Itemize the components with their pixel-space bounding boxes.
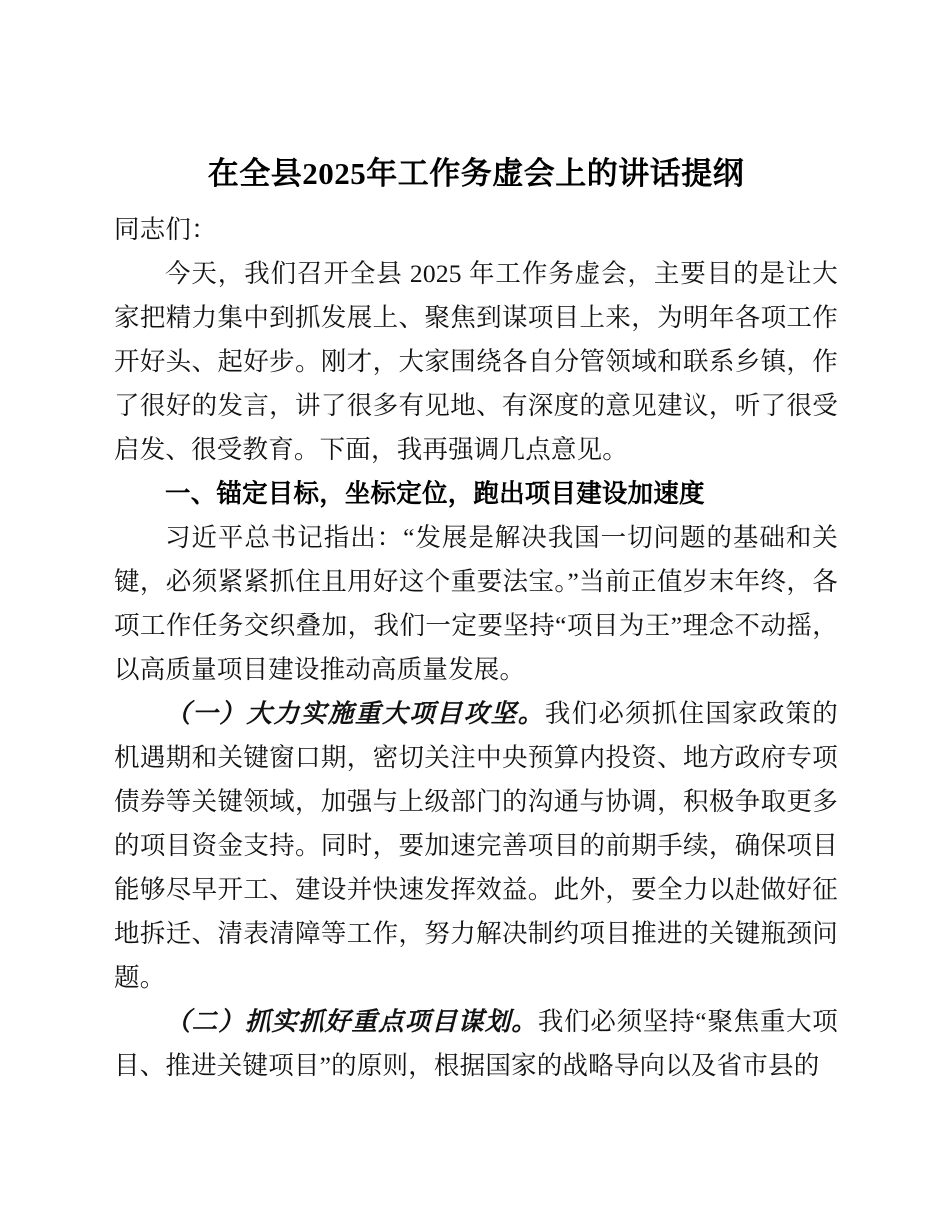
section-heading-one: 一、锚定目标，坐标定位，跑出项目建设加速度 xyxy=(165,480,705,508)
salutation-line: 同志们： xyxy=(114,215,217,244)
subsection-one xyxy=(114,692,838,1000)
opening-paragraph: 今天，我们召开全县 2025 年工作务虚会，主要目的是让大家把精力集中到抓发展上、聚焦到谋项目上来，为明年各项工作开好头、起好步。刚才，大家围绕各自分管领域和联系乡镇，作了很好的发言，讲了很多有见地、有深度的意见建议，听了很受启发、很受教育。下面，我再强调几点意见。 xyxy=(114,259,838,464)
quote-paragraph: 习近平总书记指出：“发展是解决我国一切问题的基础和关键，必须紧紧抓住且用好这个重要法宝。”当前正值岁末年终，各项工作任务交织叠加，我们一定要坚持“项目为王”理念不动摇，以高质量项目建设推动高质量发展。 xyxy=(114,523,838,684)
subsection-two-lead: （二）抓实抓好重点项目谋划。 xyxy=(165,1007,538,1036)
document-body xyxy=(114,152,838,1088)
subsection-one-lead: （一）大力实施重大项目攻坚。 xyxy=(165,699,545,728)
subsection-one-text: 我们必须抓住国家政策的机遇期和关键窗口期，密切关注中央预算内投资、地方政府专项债券等关键领域，加强与上级部门的沟通与协调，积极争取更多的项目资金支持。同时，要加速完善项目的前期手续，确保项目能够尽早开工、建设并快速发挥效益。此外，要全力以赴做好征地拆迁、清表清障等工作，努力解决制约项目推进的关键瓶颈问题。 xyxy=(114,699,838,992)
subsection-two xyxy=(114,1000,838,1088)
page-title: 在全县2025年工作务虚会上的讲话提纲 xyxy=(207,156,745,191)
subsection-two-text: 我们必须坚持“聚焦重大项目、推进关键项目”的原则，根据国家的战略导向以及省市县的 xyxy=(114,1007,838,1080)
